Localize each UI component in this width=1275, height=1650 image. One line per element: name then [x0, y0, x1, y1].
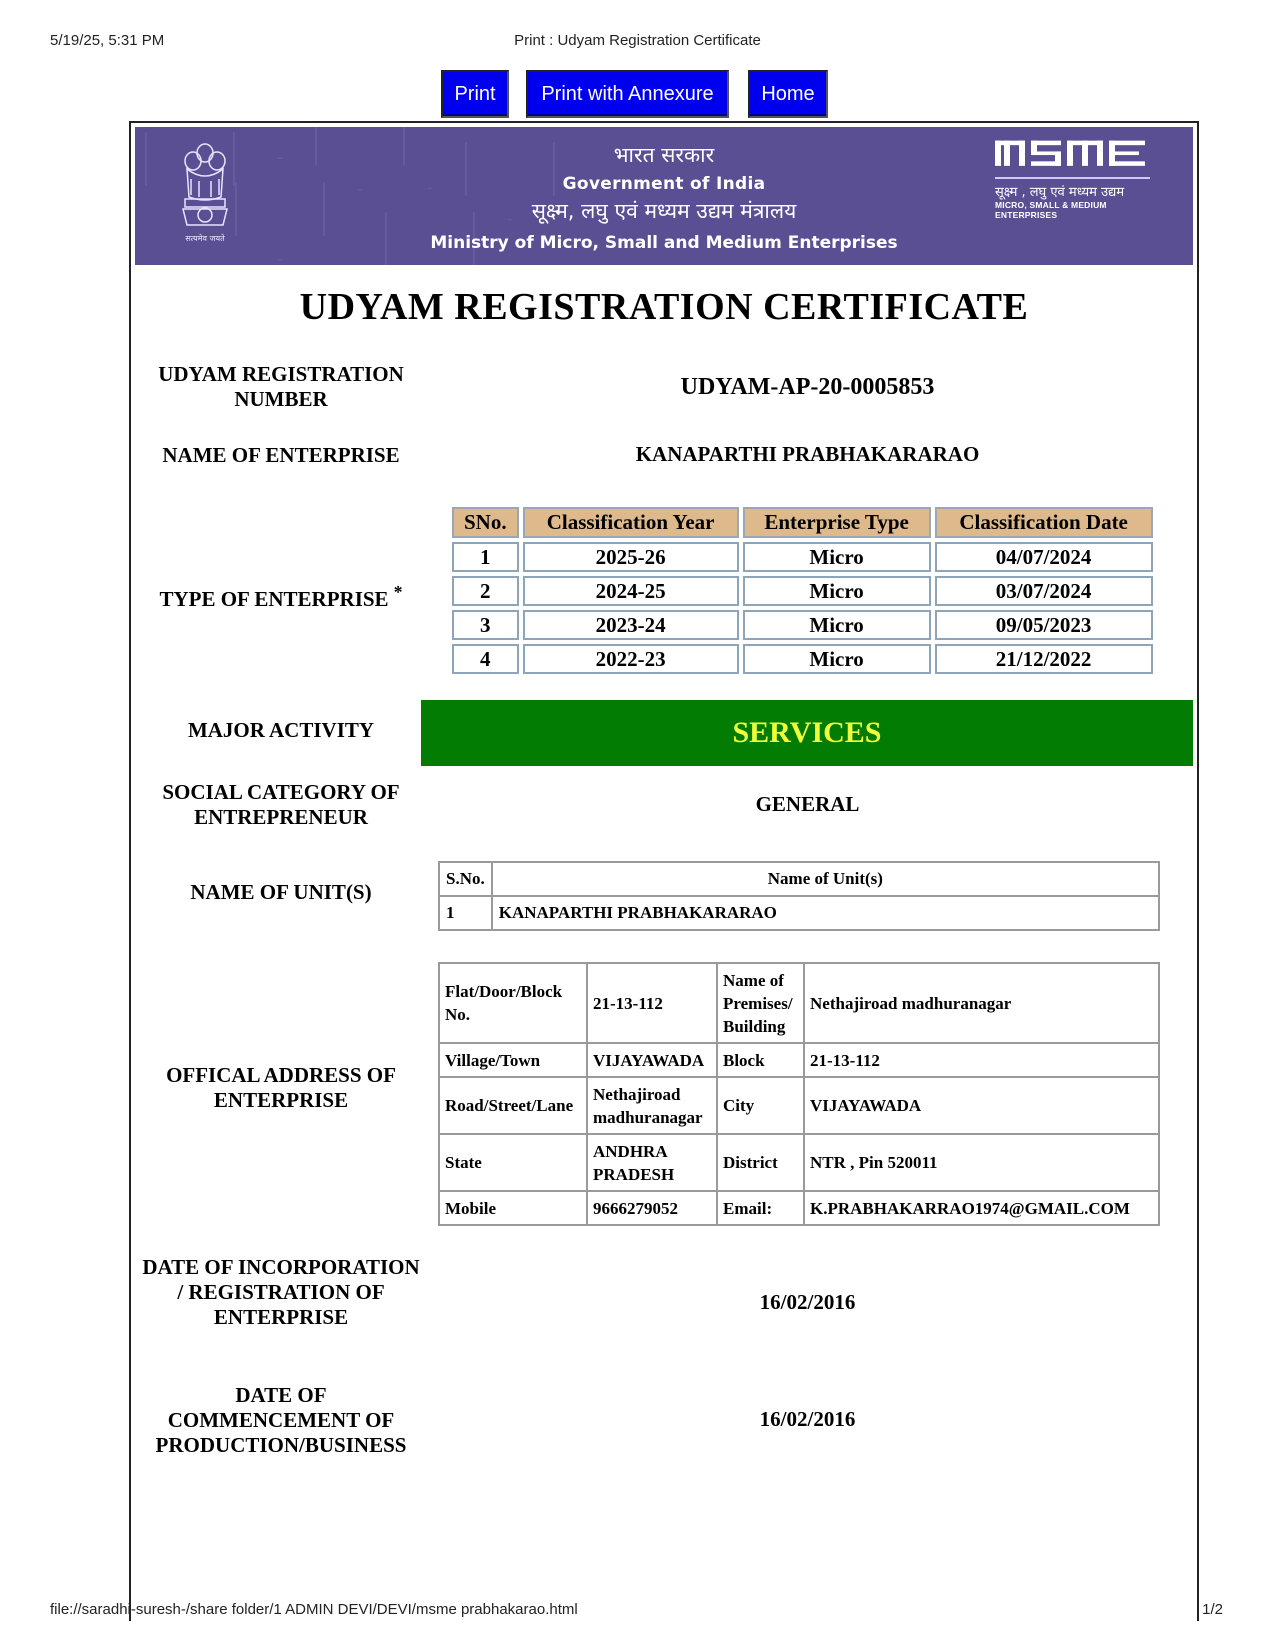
print-page-title: Print : Udyam Registration Certificate	[514, 32, 761, 49]
enterprise-type-label	[140, 580, 422, 612]
table-row	[439, 896, 1159, 930]
incorporation-date: 16/02/2016	[759, 1290, 856, 1314]
city: VIJAYAWADA	[804, 1077, 1159, 1134]
major-activity-label: MAJOR ACTIVITY	[187, 718, 375, 742]
major-activity-value: SERVICES	[421, 700, 1193, 766]
classification-year: 2024-25	[523, 576, 739, 606]
social-category-value: GENERAL	[755, 792, 860, 816]
table-row	[452, 610, 1153, 640]
column-header: SNo.	[452, 507, 519, 538]
address-field-label: Name of Premises/ Building	[717, 963, 804, 1043]
registration-number-label: UDYAM REGISTRATION NUMBER	[158, 362, 404, 411]
file-path: file://saradhi-suresh-/share folder/1 ADMIN DEVI/DEVI/msme prabhakarao.html	[50, 1601, 578, 1618]
enterprise-type: Micro	[743, 610, 931, 640]
print-button[interactable]: Print	[441, 70, 509, 118]
address-row	[439, 1134, 1159, 1191]
state: ANDHRA PRADESH	[587, 1134, 717, 1191]
address-field-label: Block	[717, 1043, 804, 1077]
footnote-marker: *	[393, 582, 403, 602]
mobile-number: 9666279052	[587, 1191, 717, 1225]
column-header: Name of Unit(s)	[492, 862, 1159, 896]
column-header: S.No.	[439, 862, 492, 896]
serial-number: 2	[452, 576, 519, 606]
classification-date: 04/07/2024	[935, 542, 1153, 572]
banner-govt-of-india: Government of India	[562, 174, 766, 194]
classification-date: 03/07/2024	[935, 576, 1153, 606]
enterprise-type: Micro	[743, 576, 931, 606]
commencement-date-label: DATE OF COMMENCEMENT OF PRODUCTION/BUSINESS	[155, 1383, 407, 1457]
column-header: Enterprise Type	[743, 507, 931, 538]
print-header	[0, 32, 1275, 52]
serial-number: 4	[452, 644, 519, 674]
msme-logo-english: MICRO, SMALL & MEDIUM ENTERPRISES	[995, 200, 1107, 220]
address-field-label: Email:	[717, 1191, 804, 1225]
classification-date: 09/05/2023	[935, 610, 1153, 640]
svg-text:सत्यमेव जयते: सत्यमेव जयते	[185, 234, 225, 243]
classification-year: 2023-24	[523, 610, 739, 640]
registration-number: UDYAM-AP-20-0005853	[680, 374, 935, 400]
flat-number: 21-13-112	[587, 963, 717, 1043]
table-row	[452, 542, 1153, 572]
column-header: Classification Year	[523, 507, 739, 538]
address-row	[439, 1191, 1159, 1225]
unit-name: KANAPARTHI PRABHAKARARAO	[492, 896, 1159, 930]
commencement-date: 16/02/2016	[759, 1407, 856, 1431]
classification-header-row	[452, 507, 1153, 538]
address-row	[439, 963, 1159, 1043]
certificate-title: UDYAM REGISTRATION CERTIFICATE	[299, 286, 1029, 328]
address-field-label: Mobile	[439, 1191, 587, 1225]
address-table	[438, 962, 1160, 1226]
block: 21-13-112	[804, 1043, 1159, 1077]
unit-serial-number: 1	[439, 896, 492, 930]
units-table	[438, 861, 1160, 931]
ministry-banner	[135, 127, 1193, 265]
address-field-label: State	[439, 1134, 587, 1191]
msme-logo-mark	[995, 139, 1165, 172]
classification-table	[448, 503, 1157, 678]
enterprise-type: Micro	[743, 644, 931, 674]
incorporation-date-label: DATE OF INCORPORATION / REGISTRATION OF ENTERPRISE	[142, 1255, 420, 1329]
road-street: Nethajiroad madhuranagar	[587, 1077, 717, 1134]
district-pin: NTR , Pin 520011	[804, 1134, 1159, 1191]
classification-date: 21/12/2022	[935, 644, 1153, 674]
address-field-label: Road/Street/Lane	[439, 1077, 587, 1134]
print-datetime: 5/19/25, 5:31 PM	[50, 32, 165, 49]
social-category-label: SOCIAL CATEGORY OF ENTREPRENEUR	[162, 780, 400, 829]
table-row	[452, 576, 1153, 606]
enterprise-name: KANAPARTHI PRABHAKARARAO	[635, 442, 980, 466]
print-with-annexure-button[interactable]: Print with Annexure	[526, 70, 729, 118]
table-row	[452, 644, 1153, 674]
page-number: 1/2	[1202, 1601, 1223, 1618]
address-field-label: Village/Town	[439, 1043, 587, 1077]
column-header: Classification Date	[935, 507, 1153, 538]
enterprise-type-label-text: TYPE OF ENTERPRISE	[159, 587, 389, 611]
banner-ministry-name: Ministry of Micro, Small and Medium Enterprises	[430, 233, 898, 253]
classification-year: 2025-26	[523, 542, 739, 572]
msme-logo-divider	[995, 177, 1150, 179]
msme-logo	[995, 137, 1165, 220]
enterprise-name-label: NAME OF ENTERPRISE	[162, 443, 400, 467]
toolbar	[0, 70, 1275, 120]
serial-number: 3	[452, 610, 519, 640]
units-header-row	[439, 862, 1159, 896]
classification-year: 2022-23	[523, 644, 739, 674]
units-label: NAME OF UNIT(S)	[190, 880, 372, 904]
email-address: K.PRABHAKARRAO1974@GMAIL.COM	[804, 1191, 1159, 1225]
address-field-label: Flat/Door/Block No.	[439, 963, 587, 1043]
address-field-label: District	[717, 1134, 804, 1191]
address-label: OFFICAL ADDRESS OF ENTERPRISE	[166, 1063, 396, 1112]
msme-logo-hindi: सूक्ष्म , लघु एवं मध्यम उद्यम	[995, 185, 1125, 200]
address-field-label: City	[717, 1077, 804, 1134]
home-button[interactable]: Home	[748, 70, 828, 118]
address-row	[439, 1077, 1159, 1134]
enterprise-type: Micro	[743, 542, 931, 572]
banner-hindi-ministry: सूक्ष्म, लघु एवं मध्यम उद्यम मंत्रालय	[531, 199, 797, 223]
premises-name: Nethajiroad madhuranagar	[804, 963, 1159, 1043]
banner-hindi-govt: भारत सरकार	[613, 143, 715, 167]
print-footer	[0, 1601, 1275, 1621]
serial-number: 1	[452, 542, 519, 572]
village-town: VIJAYAWADA	[587, 1043, 717, 1077]
address-row	[439, 1043, 1159, 1077]
